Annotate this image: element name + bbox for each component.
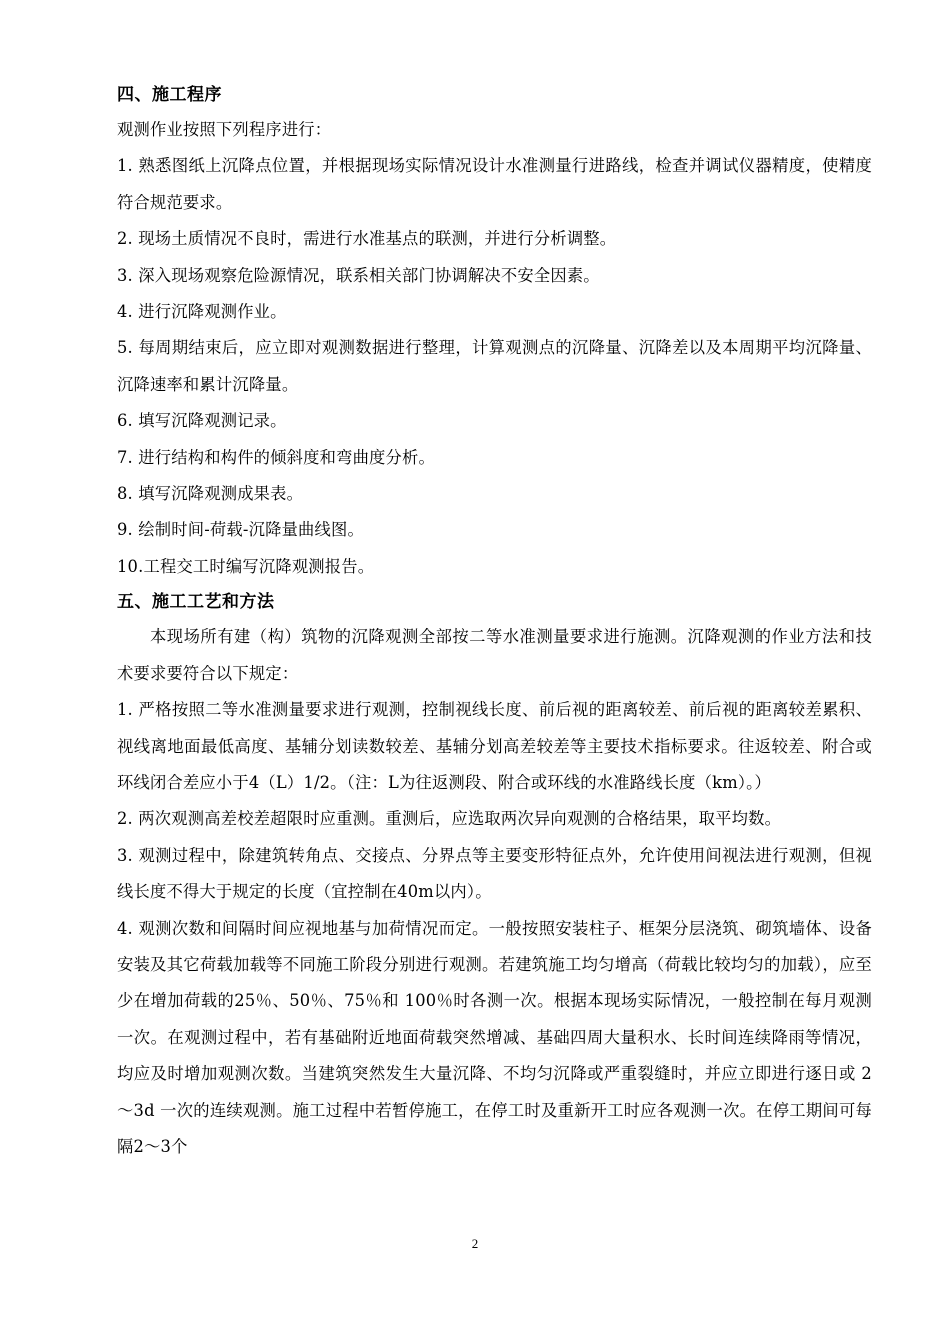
section-4-item-8: 8. 填写沉降观测成果表。 xyxy=(117,484,304,504)
section-4-item-1: 1. 熟悉图纸上沉降点位置，并根据现场实际情况设计水准测量行进路线，检查并调试仪器精度，使精度符合规范要求。 xyxy=(117,156,872,212)
section-4-item-3: 3. 深入现场观察危险源情况，联系相关部门协调解决不安全因素。 xyxy=(117,265,600,285)
section-4-item-9: 9. 绘制时间-荷载-沉降量曲线图。 xyxy=(117,520,364,540)
document-body xyxy=(117,78,872,1165)
section-5-item-4: 4. 观测次数和间隔时间应视地基与加荷情况而定。一般按照安装柱子、框架分层浇筑、砌筑墙体、设备安装及其它荷载加载等不同施工阶段分别进行观测。若建筑施工均匀增高（荷载比较均匀的加载），应至少在增加荷载的25％、50％、75％和 100％时各测一次。根据本现场实际情况，一般控制在每月观测一次。在观测过程中，若有基础附近地面荷载突然增减、基础四周大量积水、长时间连续降雨等情况，均应及时增加观测次数。当建筑突然发生大量沉降、不均匀沉降或严重裂缝时，并应立即进行逐日或 2～3d 一次的连续观测。施工过程中若暂停施工，在停工时及重新开工时应各观测一次。在停工期间可每隔2～3个 xyxy=(117,918,872,1156)
section-4-heading: 四、施工程序 xyxy=(117,85,222,105)
section-5-item-1: 1. 严格按照二等水准测量要求进行观测，控制视线长度、前后视的距离较差、前后视的距离较差累积、视线离地面最低高度、基辅分划读数较差、基辅分划高差较差等主要技术指标要求。往返较差、附合或环线闭合差应小于4（L）1/2。（注：L为往返测段、附合或环线的水准路线长度（km）。） xyxy=(117,700,872,792)
section-4-item-5: 5. 每周期结束后，应立即对观测数据进行整理，计算观测点的沉降量、沉降差以及本周期平均沉降量、沉降速率和累计沉降量。 xyxy=(117,338,872,394)
section-4-intro: 观测作业按照下列程序进行： xyxy=(117,120,332,139)
section-4-item-6: 6. 填写沉降观测记录。 xyxy=(117,411,287,431)
section-4-item-2: 2. 现场土质情况不良时，需进行水准基点的联测，并进行分析调整。 xyxy=(117,229,617,249)
section-5-item-2: 2. 两次观测高差校差超限时应重测。重测后，应选取两次异向观测的合格结果，取平均数。 xyxy=(117,809,782,829)
section-5-intro: 本现场所有建（构）筑物的沉降观测全部按二等水准测量要求进行施测。沉降观测的作业方法和技术要求要符合以下规定： xyxy=(117,627,872,683)
section-4-item-7: 7. 进行结构和构件的倾斜度和弯曲度分析。 xyxy=(117,447,435,467)
section-5-item-3: 3. 观测过程中，除建筑转角点、交接点、分界点等主要变形特征点外，允许使用间视法进行观测，但视线长度不得大于规定的长度（宜控制在40m以内）。 xyxy=(117,845,872,902)
section-5-heading: 五、施工工艺和方法 xyxy=(117,592,275,613)
page-number: 2 xyxy=(471,1236,479,1251)
section-4-item-4: 4. 进行沉降观测作业。 xyxy=(117,302,287,322)
section-4-item-10: 10.工程交工时编写沉降观测报告。 xyxy=(117,556,375,576)
